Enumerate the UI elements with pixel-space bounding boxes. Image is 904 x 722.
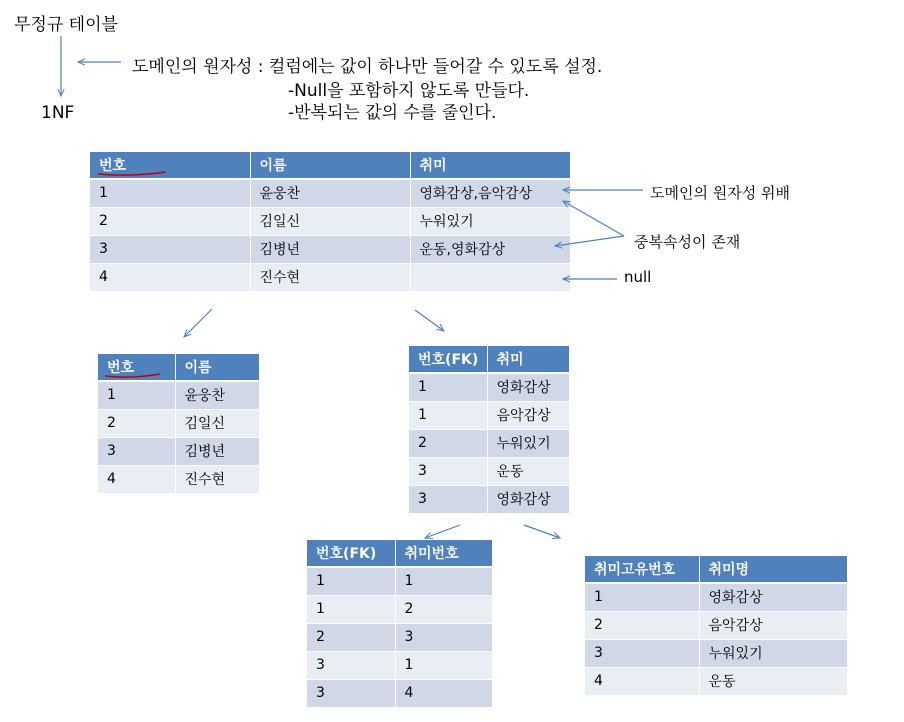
arrow-to-member (184, 309, 212, 337)
violation-note: 도메인의 원자성 위배 (650, 184, 790, 202)
cell: 운동 (487, 457, 569, 485)
cell (410, 263, 570, 291)
cell: 누워있기 (699, 639, 847, 667)
header-hobby: 취미 (410, 152, 570, 179)
cell: 1 (409, 373, 487, 401)
header-number: 번호 (90, 152, 250, 179)
cell: 3 (90, 235, 250, 263)
cell: 4 (90, 263, 250, 291)
cell: 3 (307, 679, 395, 707)
repeat-rule: -반복되는 값의 수를 줄인다. (288, 103, 497, 123)
table-header-row (409, 346, 569, 373)
cell: 영화감상 (487, 485, 569, 513)
table-row (409, 485, 569, 513)
cell: 김병년 (175, 437, 259, 465)
table-row (307, 567, 492, 595)
table-header-row (90, 152, 570, 179)
cell: 2 (98, 409, 175, 437)
cell: 2 (90, 207, 250, 235)
cell: 진수현 (250, 263, 410, 291)
cell: 4 (585, 667, 699, 695)
cell: 운동 (699, 667, 847, 695)
cell: 누워있기 (410, 207, 570, 235)
cell: 영화감상 (699, 583, 847, 611)
arrow-duplicate-row1 (563, 201, 624, 236)
table-row (90, 207, 570, 235)
header-name: 이름 (175, 354, 259, 381)
header-hobby: 취미 (487, 346, 569, 373)
cell: 2 (585, 611, 699, 639)
header-hobby-name: 취미명 (699, 556, 847, 583)
cell: 1 (395, 567, 492, 595)
cell: 운동,영화감상 (410, 235, 570, 263)
arrow-to-hobby (415, 310, 444, 331)
cell: 김일신 (250, 207, 410, 235)
member-table (98, 354, 259, 494)
table-row (90, 235, 570, 263)
header-hobby-number: 취미번호 (395, 540, 492, 567)
cell: 1 (307, 567, 395, 595)
table-row (98, 437, 259, 465)
table-row (585, 583, 847, 611)
table-row (409, 429, 569, 457)
table-row (409, 457, 569, 485)
cell: 1 (307, 595, 395, 623)
header-number: 번호 (98, 354, 175, 381)
arrow-to-hobby-master (524, 525, 560, 538)
cell: 진수현 (175, 465, 259, 493)
unnormalized-label: 무정규 테이블 (14, 15, 118, 35)
cell: 3 (98, 437, 175, 465)
table-row (90, 179, 570, 207)
arrow-to-member-hobby (425, 525, 460, 538)
table-row (98, 465, 259, 493)
null-note: null (624, 268, 652, 286)
table-row (98, 409, 259, 437)
header-number-fk: 번호(FK) (409, 346, 487, 373)
cell: 4 (395, 679, 492, 707)
table-row (409, 401, 569, 429)
cell: 3 (307, 651, 395, 679)
table-row (98, 381, 259, 409)
table-row (585, 611, 847, 639)
table-row (585, 667, 847, 695)
original-table (90, 152, 570, 292)
duplicate-note: 중복속성이 존재 (634, 233, 741, 251)
member-hobby-table (307, 540, 492, 708)
cell: 김병년 (250, 235, 410, 263)
cell: 2 (395, 595, 492, 623)
table-row (307, 595, 492, 623)
header-name: 이름 (250, 152, 410, 179)
table-header-row (307, 540, 492, 567)
cell: 윤웅찬 (175, 381, 259, 409)
cell: 4 (98, 465, 175, 493)
cell: 1 (395, 651, 492, 679)
table-row (307, 679, 492, 707)
table-row (409, 373, 569, 401)
cell: 2 (409, 429, 487, 457)
cell: 영화감상,음악감상 (410, 179, 570, 207)
atomicity-definition: 도메인의 원자성 : 컬럼에는 값이 하나만 들어갈 수 있도록 설정. (132, 57, 603, 77)
table-header-row (98, 354, 259, 381)
cell: 1 (98, 381, 175, 409)
cell: 3 (395, 623, 492, 651)
cell: 음악감상 (699, 611, 847, 639)
cell: 3 (409, 457, 487, 485)
cell: 윤웅찬 (250, 179, 410, 207)
cell: 1 (409, 401, 487, 429)
cell: 음악감상 (487, 401, 569, 429)
cell: 3 (409, 485, 487, 513)
null-rule: -Null을 포함하지 않도록 만들다. (288, 81, 530, 101)
hobby-table (409, 346, 569, 514)
table-row (585, 639, 847, 667)
cell: 1 (90, 179, 250, 207)
header-number-fk: 번호(FK) (307, 540, 395, 567)
table-row (307, 623, 492, 651)
cell: 김일신 (175, 409, 259, 437)
cell: 누워있기 (487, 429, 569, 457)
cell: 영화감상 (487, 373, 569, 401)
cell: 1 (585, 583, 699, 611)
table-header-row (585, 556, 847, 583)
hobby-master-table (585, 556, 847, 696)
header-hobby-id: 취미고유번호 (585, 556, 699, 583)
table-row (90, 263, 570, 291)
cell: 2 (307, 623, 395, 651)
1nf-label: 1NF (41, 103, 75, 123)
table-row (307, 651, 492, 679)
cell: 3 (585, 639, 699, 667)
